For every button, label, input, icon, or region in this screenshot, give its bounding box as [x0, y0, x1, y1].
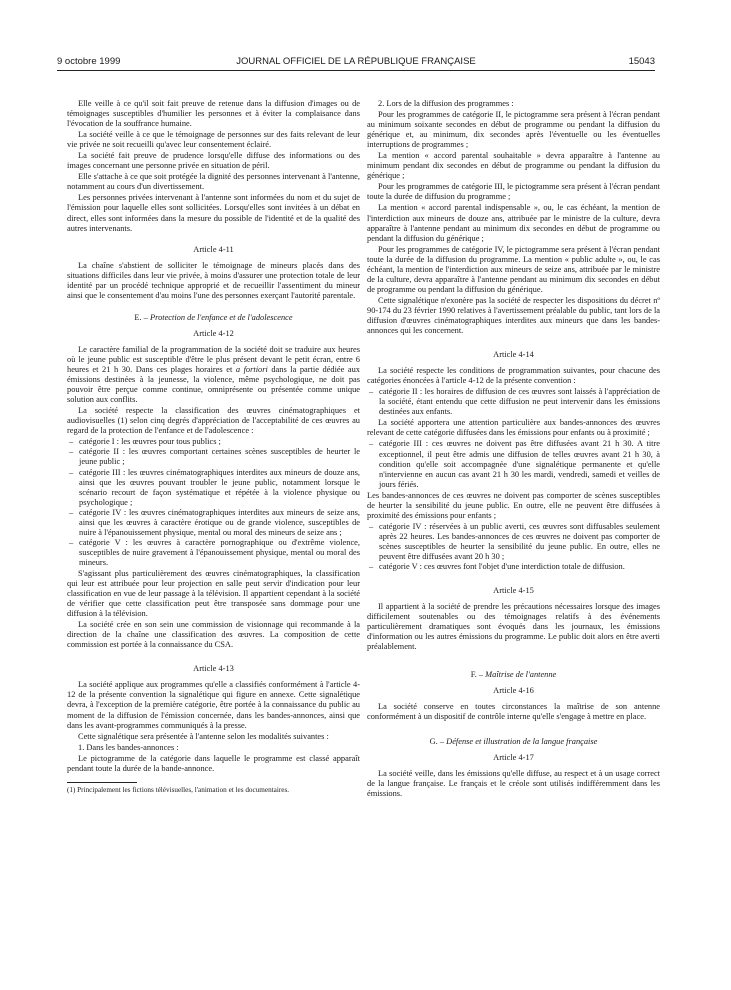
section-heading — [67, 313, 360, 323]
paragraph: La mention « accord parental souhaitable » devra apparaître à l'antenne au minimum pendant dix secondes en début de programme ou pendant la diffusion du générique ; — [367, 151, 660, 181]
category-list — [367, 522, 660, 572]
list-item: – catégorie II : les horaires de diffusion de ces œuvres sont laissés à l'appréciation de la société, étant entendu que cette diffusion ne peut intervenir dans les émissions destinées aux enfants. — [367, 387, 660, 417]
paragraph: Les bandes-annonces de ces œuvres ne doivent pas comporter de scènes susceptibles de heurter la sensibilité du jeune public. En outre, elle ne peuvent être diffusées à proximité des émissions pour enfants ; — [367, 490, 660, 520]
list-item: – catégorie IV : les œuvres cinématographiques interdites aux mineurs de seize ans, ainsi que les œuvres à caractère érotique ou de grande violence, susceptibles de nuire à l'épanouissement physique, mental ou moral des mineurs de seize ans ; — [67, 508, 360, 538]
footnote-rule — [67, 782, 137, 783]
category-list — [367, 439, 660, 489]
section-prefix: E. – — [134, 312, 150, 322]
text-run: Le caractère familial de la programmation de la société doit se traduire aux heures où le jeune public est susceptible d'être le plus présent devant le petit écran, entre 6 heures et 21 h 30. Dans ces plages horaires et — [67, 344, 360, 375]
paragraph: Elle s'attache à ce que soit protégée la dignité des personnes intervenant à l'antenne, notamment au cours d'un divertissement. — [67, 172, 360, 192]
paragraph: La société veille à ce que le témoignage de personnes sur des faits relevant de leur vie privée ne soit recueilli qu'avec leur consentement éclairé. — [67, 130, 360, 150]
section-heading — [367, 670, 660, 680]
paragraph: 2. Lors de la diffusion des programmes : — [378, 99, 514, 108]
paragraph: La chaîne s'abstient de solliciter le témoignage de mineurs placés dans des situations difficiles dans leur vie privée, à moins d'assurer une protection totale de leur identité par un procédé technique approprié et de recueillir l'assentiment du mineur ainsi que le consentement d'au moins l'une des personnes exerçant l'autorité parentale. — [67, 260, 360, 300]
paragraph: Pour les programmes de catégorie II, le pictogramme sera présent à l'écran pendant au minimum soixante secondes en début de programme ou pendant la diffusion du générique et, au minimum, dix secondes après l'éventuelle ou les éventuelles interruptions de programmes ; — [367, 110, 660, 150]
paragraph: La société veille, dans les émissions qu'elle diffuse, au respect et à un usage correct de la langue française. Le français et le créole sont utilisés indifféremment dans les émissions. — [367, 768, 660, 798]
article-heading: Article 4-14 — [493, 350, 534, 360]
paragraph: La société applique aux programmes qu'elle a classifiés conformément à l'article 4-12 de la présente convention la signalétique qui figure en annexe. Cette signalétique devra, à l'exception de la première catégorie, être portée à la connaissance du public au moment de la diffusion de l'émission concernée, dans les bandes-annonces, ainsi que dans les avant-programmes communiqués à la presse. — [67, 680, 360, 730]
section-prefix: F. – — [470, 670, 486, 680]
section-prefix: G. – — [429, 736, 447, 746]
paragraph: Cette signalétique n'exonère pas la société de respecter les dispositions du décret nº 90-174 du 23 février 1990 relatives à l'avertissement préalable du public, tant lors de la diffusion d'œuvres cinématographiques interdites aux mineurs que dans les bandes-annonces qui les concernent. — [367, 295, 660, 336]
paragraph: La société crée en son sein une commission de visionnage qui recommande à la direction de la chaîne une classification des œuvres. La composition de cette commission est portée à la connaissance du CSA. — [67, 620, 360, 650]
list-item: – catégorie V : ces œuvres font l'objet d'une interdiction totale de diffusion. — [367, 562, 660, 572]
paragraph: La mention « accord parental indispensable », ou, le cas échéant, la mention de l'interdiction aux mineurs de douze ans, attribuée par le ministre de la culture, devra apparaître à l'antenne pendant au minimum dix secondes en début de programme ou pendant la diffusion du générique ; — [367, 203, 660, 243]
article-heading: Article 4-11 — [193, 244, 234, 254]
article-heading: Article 4-17 — [493, 752, 534, 762]
list-item: – catégorie I : les œuvres pour tous publics ; — [67, 437, 360, 447]
text-run: dans la partie dédiée aux émissions destinées à la jeunesse, la violence, même psychologique, ne doit pas pouvoir être perçue comme continue, omniprésente ou présentée comme unique solution aux conflits. — [67, 365, 360, 405]
paragraph: S'agissant plus particulièrement des œuvres cinématographiques, la classification qui leur est attribuée pour leur projection en salle peut servir d'indication pour leur classification en vue de leur passage à la télévision. Il appartient cependant à la société de vérifier que cette classification peut être transposée sans dommage pour une diffusion à la télévision. — [67, 568, 360, 619]
category-list — [367, 387, 660, 417]
category-list — [67, 437, 360, 568]
paragraph — [67, 345, 360, 405]
section-title: Défense et illustration de la langue française — [446, 736, 598, 746]
paragraph: Pour les programmes de catégorie IV, le pictogramme sera présent à l'écran pendant toute la durée de la diffusion du programme. La mention « public adulte », ou, le cas échéant, la mention de l'interdiction aux mineurs de seize ans, attribuée par le ministre de la culture, devra apparaître à l'antenne pendant au minimum dix secondes en début de programme ou pendant la diffusion du générique. — [367, 244, 660, 294]
list-item: – catégorie II : les œuvres comportant certaines scènes susceptibles de heurter le jeune public ; — [67, 447, 360, 467]
header-rule — [57, 70, 655, 71]
paragraph: La société apportera une attention particulière aux bandes-annonces des œuvres relevant de cette catégorie diffusées dans les émissions pour enfants ou à proximité ; — [367, 418, 660, 438]
paragraph: La société fait preuve de prudence lorsqu'elle diffuse des informations ou des images concernant une personne privée en situation de péril. — [67, 151, 360, 171]
article-heading: Article 4-16 — [493, 686, 534, 696]
header-date: 9 octobre 1999 — [57, 56, 121, 67]
article-heading: Article 4-12 — [193, 328, 234, 338]
paragraph: La société respecte les conditions de programmation suivantes, pour chacune des catégories énoncées à l'article 4-12 de la présente convention : — [367, 366, 660, 386]
article-heading: Article 4-15 — [493, 586, 534, 596]
paragraph: Le pictogramme de la catégorie dans laquelle le programme est classé apparaît pendant toute la durée de la bande-annonce. — [67, 753, 360, 773]
right-column — [367, 99, 660, 800]
paragraph: La société conserve en toutes circonstances la maîtrise de son antenne conformément à un dispositif de contrôle interne qu'elle s'engage à mettre en place. — [367, 702, 660, 722]
paragraph: La société respecte la classification des œuvres cinématographiques et audiovisuelles (1) selon cinq degrés d'appréciation de l'acceptabilité de ces œuvres au regard de la protection de l'enfance et de l'adolescence : — [67, 406, 360, 436]
paragraph: Elle veille à ce qu'il soit fait preuve de retenue dans la diffusion d'images ou de témoignages susceptibles d'humilier les personnes et à éviter la complaisance dans l'évocation de la souffrance humaine. — [67, 99, 360, 129]
paragraph: Pour les programmes de catégorie III, le pictogramme sera présent à l'écran pendant toute la durée de diffusion du programme ; — [367, 182, 660, 202]
list-item: – catégorie III : ces œuvres ne doivent pas être diffusées avant 21 h 30. A titre exceptionnel, il peut être admis une diffusion de telles œuvres avant 21 h 30, à condition qu'elle soit accompagnée d'une signalétique permanente et qu'elle n'intervienne en aucun cas avant 21 h 30 les mardi, vendredi, samedi et veilles de jours fériés. — [367, 439, 660, 489]
paragraph: 1. Dans les bandes-annonces : — [78, 742, 179, 752]
paragraph: Les personnes privées intervenant à l'antenne sont informées du nom et du sujet de l'émission pour laquelle elles sont sollicitées. Lorsqu'elles sont invitées à un débat en direct, elles sont informées dans la mesure du possible de l'identité et de la qualité des autres intervenants. — [67, 193, 360, 233]
article-heading: Article 4-13 — [193, 664, 234, 674]
list-item: – catégorie IV : réservées à un public averti, ces œuvres sont diffusables seulement après 22 heures. Les bandes-annonces de ces œuvres ne doivent pas comporter de scènes susceptibles de heurter la sensibilité du jeune public. En outre, elles ne peuvent être diffusées avant 20 h 30 ; — [367, 522, 660, 562]
paragraph: Cette signalétique sera présentée à l'antenne selon les modalités suivantes : — [78, 731, 329, 741]
paragraph: Il appartient à la société de prendre les précautions nécessaires lorsque des images difficilement soutenables ou des témoignages relatifs à des événements particulièrement dramatiques sont évoqués dans les journaux, les émissions d'information ou les autres émissions du programme. Le public doit alors en être averti préalablement. — [367, 602, 660, 652]
header-page-number: 15043 — [628, 56, 655, 67]
text-run-italic: a fortiori — [235, 365, 268, 375]
header-title: JOURNAL OFFICIEL DE LA RÉPUBLIQUE FRANÇAISE — [236, 56, 476, 67]
list-item: – catégorie III : les œuvres cinématographiques interdites aux mineurs de douze ans, ainsi que les œuvres pouvant troubler le jeune public, notamment lorsque le scénario recourt de façon systématique et répétée à la violence physique ou psychologique ; — [67, 468, 360, 508]
section-title: Maîtrise de l'antenne — [485, 670, 557, 680]
left-column — [67, 99, 360, 795]
footnote: (1) Principalement les fictions télévisuelles, l'animation et les documentaires. — [67, 785, 290, 794]
section-heading — [367, 737, 660, 747]
page-header — [57, 56, 655, 70]
section-title: Protection de l'enfance et de l'adolescence — [150, 312, 293, 322]
list-item: – catégorie V : les œuvres à caractère pornographique ou d'extrême violence, susceptibles de nuire gravement à l'épanouissement physique, mental ou moral des mineurs. — [67, 538, 360, 568]
